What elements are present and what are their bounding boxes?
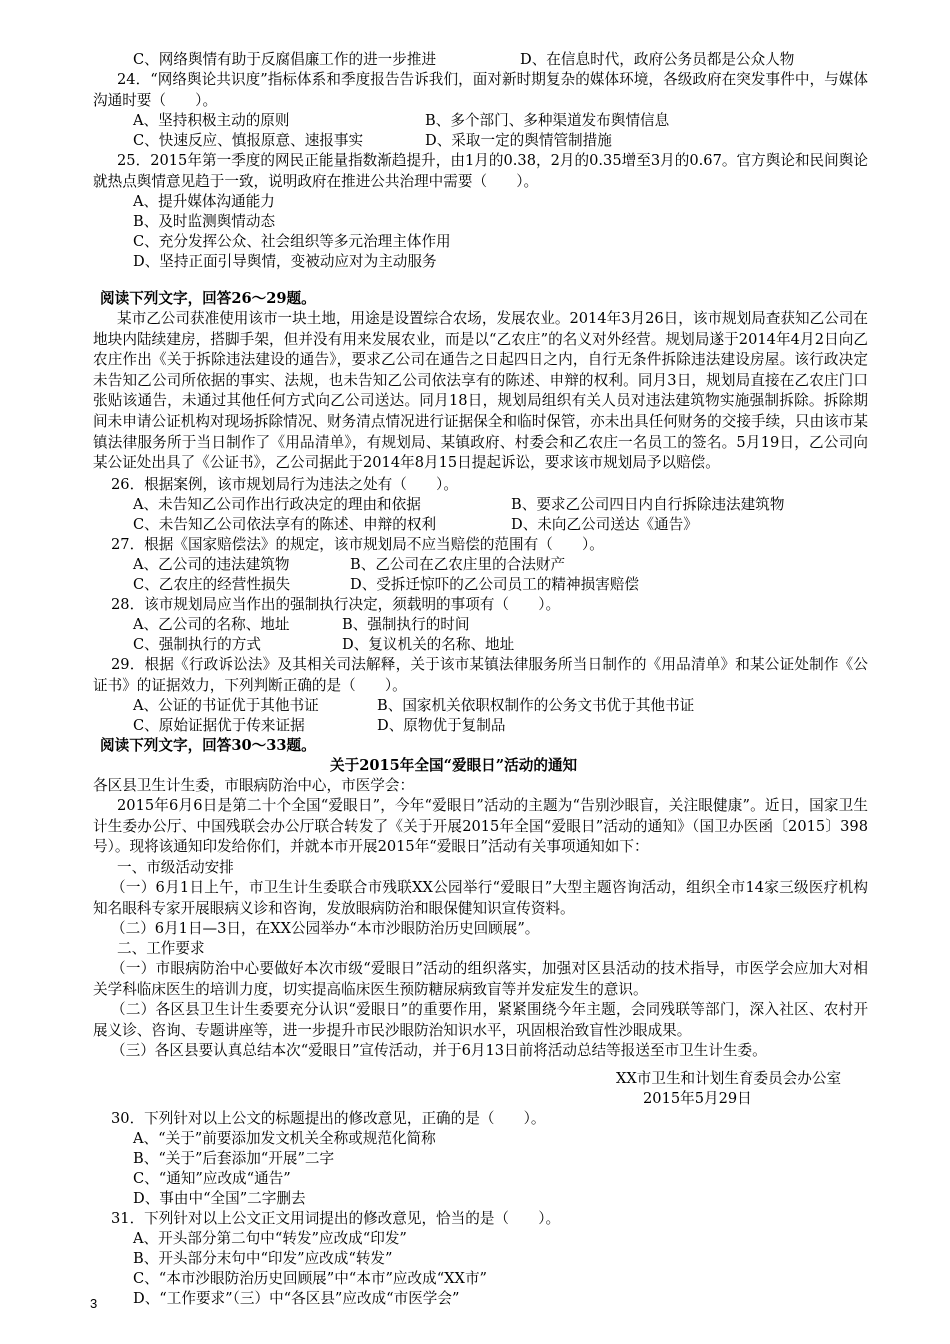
q26-option-b: B、要求乙公司四日内自行拆除违法建筑物	[511, 496, 785, 513]
q31-option-a: A、开头部分第二句中“转发”应改成“印发”	[133, 1230, 407, 1247]
section-heading-26-29: 阅读下列文字，回答26～29题。	[100, 290, 316, 307]
q29-option-a: A、公证的书证优于其他书证	[133, 697, 319, 714]
case-passage: 某市乙公司获准使用该市一块土地，用途是设置综合农场，发展农业。2014年3月26日，该市规划局查获知乙公司在地块内陆续建房，搭脚手架，但并没有用来发展农业，而是以“乙农庄”的名义对外经营。规划局遂于2014年4月2日向乙农庄作出《关于拆除违法建设的通告》，要求乙公司在通告之日起四日之内，自行无条件拆除违法建设房屋。该行政决定未告知乙公司所依据的事实、法规，也未告知乙公司依法享有的陈述、申辩的权利。同月3日，规划局直接在乙农庄门口张贴该通告，未通过其他任何方式向乙公司送达。同月18日，规划局组织有关人员对违法建筑物实施强制拆除。拆除期间未申请公证机构对现场拆除情况、财务清点情况进行证据保全和临时保管，亦未出具任何财务的交接手续，只由该市某镇法律服务所于当日制作了《用品清单》，有规划局、某镇政府、村委会和乙农庄一名员工的签名。5月19日，乙公司向某公证处出具了《公证书》，乙公司据此于2014年8月15日提起诉讼，要求该市规划局予以赔偿。	[93, 310, 868, 472]
notice-sign-org: XX市卫生和计划生育委员会办公室	[616, 1070, 842, 1087]
question-28-stem: 28．该市规划局应当作出的强制执行决定，须载明的事项有（ ）。	[111, 596, 561, 613]
notice-requirement-2: （二）各区县卫生计生委要充分认识“爱眼日”的重要作用，紧紧围绕今年主题，会同残联等部门，深入社区、农村开展义诊、咨询、专题讲座等，进一步提升市民沙眼防治知识水平，巩固根治致盲性沙眼成果。	[93, 1001, 868, 1039]
q24-option-a: A、坚持积极主动的原则	[133, 112, 290, 129]
option-c: C、网络舆情有助于反腐倡廉工作的进一步推进	[133, 51, 437, 68]
q30-option-a: A、“关于”前要添加发文机关全称或规范化简称	[133, 1130, 436, 1147]
q28-option-b: B、强制执行的时间	[342, 616, 470, 633]
q31-option-b: B、开头部分末句中“印发”应改成“转发”	[133, 1250, 393, 1267]
notice-heading-1: 一、市级活动安排	[117, 859, 234, 876]
q31-option-c: C、“本市沙眼防治历史回顾展”中“本市”应改成“XX市”	[133, 1270, 487, 1287]
q24-option-d: D、采取一定的舆情管制措施	[425, 132, 612, 149]
q26-option-d: D、未向乙公司送达《通告》	[511, 516, 698, 533]
q30-option-d: D、事由中“全国”二字删去	[133, 1190, 306, 1207]
q28-option-d: D、复议机关的名称、地址	[342, 636, 515, 653]
q28-option-c: C、强制执行的方式	[133, 636, 261, 653]
question-26-stem: 26．根据案例，该市规划局行为违法之处有（ ）。	[111, 476, 458, 493]
q24-option-c: C、快速反应、慎报原意、速报事实	[133, 132, 364, 149]
question-25-stem: 25．2015年第一季度的网民正能量指数渐趋提升，由1月的0.38，2月的0.35增至3月的0.67。官方舆论和民间舆论就热点舆情意见趋于一致，说明政府在推进公共治理中需要（ ）。	[93, 152, 868, 190]
option-d: D、在信息时代，政府公务员都是公众人物	[520, 51, 795, 68]
q26-option-c: C、未告知乙公司依法享有的陈述、申辩的权利	[133, 516, 437, 533]
q31-option-d: D、“工作要求”（三）中“各区县”应改成“市医学会”	[133, 1290, 460, 1307]
notice-heading-2: 二、工作要求	[117, 940, 205, 957]
question-24-stem: 24．“网络舆论共识度”指标体系和季度报告告诉我们，面对新时期复杂的媒体环境，各级政府在突发事件中，与媒体沟通时要（ ）。	[93, 71, 868, 109]
section-heading-30-33: 阅读下列文字，回答30～33题。	[100, 737, 316, 754]
q25-option-b: B、及时监测舆情动态	[133, 213, 276, 230]
question-27-stem: 27．根据《国家赔偿法》的规定，该市规划局不应当赔偿的范围有（ ）。	[111, 536, 604, 553]
q25-option-a: A、提升媒体沟通能力	[133, 193, 275, 210]
q25-option-d: D、坚持正面引导舆情，变被动应对为主动服务	[133, 253, 437, 270]
page-number: 3	[90, 1296, 98, 1311]
notice-arrangement-2: （二）6月1日—3日，在XX公园举办“本市沙眼防治历史回顾展”。	[111, 920, 540, 937]
q29-option-c: C、原始证据优于传来证据	[133, 717, 305, 734]
q24-option-b: B、多个部门、多种渠道发布舆情信息	[425, 112, 670, 129]
notice-salutation: 各区县卫生计生委，市眼病防治中心，市医学会：	[93, 777, 415, 794]
q30-option-c: C、“通知”应改成“通告”	[133, 1170, 291, 1187]
q28-option-a: A、乙公司的名称、地址	[133, 616, 290, 633]
notice-intro: 2015年6月6日是第二十个全国“爱眼日”，今年“爱眼日”活动的主题为“告别沙眼盲，关注眼健康”。近日，国家卫生计生委办公厅、中国残联会办公厅联合转发了《关于开展2015年全国“爱眼日”活动的通知》（国卫办医函〔2015〕398号）。现将该通知印发给你们，并就本市开展2015年“爱眼日”活动有关事项通知如下：	[93, 797, 868, 856]
q29-option-b: B、国家机关依职权制作的公务文书优于其他书证	[377, 697, 695, 714]
notice-requirement-3: （三）各区县要认真总结本次“爱眼日”宣传活动，并于6月13日前将活动总结等报送至市卫生计生委。	[111, 1042, 767, 1059]
q29-option-d: D、原物优于复制品	[377, 717, 506, 734]
notice-arrangement-1: （一）6月1日上午，市卫生计生委联合市残联XX公园举行“爱眼日”大型主题咨询活动，组织全市14家三级医疗机构知名眼科专家开展眼病义诊和咨询，发放眼病防治和眼保健知识宣传资料。	[93, 879, 868, 917]
q27-option-a: A、乙公司的违法建筑物	[133, 556, 290, 573]
q25-option-c: C、充分发挥公众、社会组织等多元治理主体作用	[133, 233, 451, 250]
notice-sign-date: 2015年5月29日	[643, 1090, 752, 1107]
notice-requirement-1: （一）市眼病防治中心要做好本次市级“爱眼日”活动的组织落实，加强对区县活动的技术指导，市医学会应加大对相关学科临床医生的培训力度，切实提高临床医生预防糖尿病致盲等并发症发生的意识。	[93, 960, 868, 998]
question-30-stem: 30．下列针对以上公文的标题提出的修改意见，正确的是（ ）。	[111, 1110, 546, 1127]
q27-option-b: B、乙公司在乙农庄里的合法财产	[350, 556, 566, 573]
q27-option-d: D、受拆迁惊吓的乙公司员工的精神损害赔偿	[350, 576, 639, 593]
q27-option-c: C、乙农庄的经营性损失	[133, 576, 291, 593]
notice-title: 关于2015年全国“爱眼日”活动的通知	[330, 757, 578, 774]
question-31-stem: 31．下列针对以上公文正文用词提出的修改意见，恰当的是（ ）。	[111, 1210, 561, 1227]
q30-option-b: B、“关于”后套添加“开展”二字	[133, 1150, 335, 1167]
q26-option-a: A、未告知乙公司作出行政决定的理由和依据	[133, 496, 421, 513]
question-29-stem: 29．根据《行政诉讼法》及其相关司法解释，关于该市某镇法律服务所当日制作的《用品清单》和某公证处制作《公证书》的证据效力，下列判断正确的是（ ）。	[93, 656, 868, 694]
